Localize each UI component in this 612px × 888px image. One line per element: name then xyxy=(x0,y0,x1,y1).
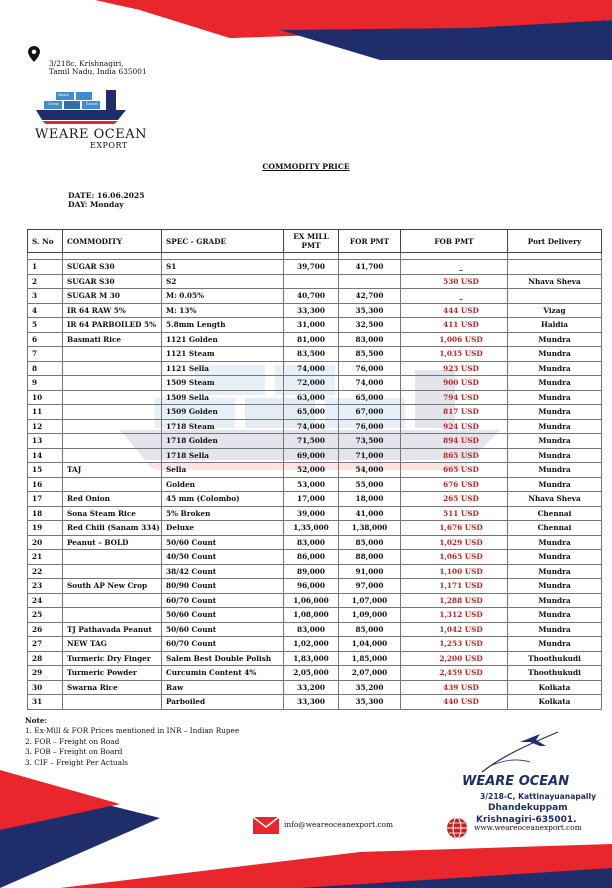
cell-sno: 22 xyxy=(28,564,63,579)
cell-spec: 50/60 Count xyxy=(162,608,284,623)
cell-commodity: Red Onion xyxy=(63,492,162,507)
cell-ex-mill: 83,000 xyxy=(284,535,339,550)
table-row xyxy=(28,376,602,391)
table-row xyxy=(28,303,602,318)
note-item: 3. CIF – Freight Per Actuals xyxy=(25,757,129,767)
cell-commodity: Turmeric Powder xyxy=(63,666,162,681)
cell-commodity: IR 64 RAW 5% xyxy=(63,303,162,318)
cell-for: 35,300 xyxy=(339,303,401,318)
footer-website[interactable]: www.weareoceanexport.com xyxy=(474,823,582,832)
cell-ex-mill: 33,300 xyxy=(284,695,339,710)
cell-ex-mill: 69,000 xyxy=(284,448,339,463)
table-row xyxy=(28,506,602,521)
cell-commodity: Swarna Rice xyxy=(63,680,162,695)
cell-ex-mill: 74,000 xyxy=(284,361,339,376)
cell-ex-mill: 33,300 xyxy=(284,303,339,318)
cell-fob: 923 USD xyxy=(401,361,508,376)
cell-fob: 411 USD xyxy=(401,318,508,333)
cell-port: Mundra xyxy=(508,550,602,565)
column-header: FOB PMT xyxy=(401,230,508,253)
cell-commodity xyxy=(63,434,162,449)
stamp-line-1: 3/218-C, Kattinayuanapally xyxy=(480,792,597,801)
table-row xyxy=(28,535,602,550)
table-row xyxy=(28,550,602,565)
cell-sno: 15 xyxy=(28,463,63,478)
phone-mobile: Phone: +91 72001 80398 xyxy=(517,69,587,88)
cell-port: Nhava Sheva xyxy=(508,492,602,507)
cell-spec: S1 xyxy=(162,260,284,275)
cell-sno: 6 xyxy=(28,332,63,347)
cell-commodity: SUGAR S30 xyxy=(63,260,162,275)
cell-fob: 894 USD xyxy=(401,434,508,449)
cell-port: Mundra xyxy=(508,608,602,623)
globe-icon xyxy=(446,817,468,839)
cell-spec: 1718 Steam xyxy=(162,419,284,434)
cell-port: Thoothukudi xyxy=(508,651,602,666)
cell-commodity xyxy=(63,448,162,463)
cell-fob: _ xyxy=(401,260,508,275)
cell-spec: Deluxe xyxy=(162,521,284,536)
cell-sno: 21 xyxy=(28,550,63,565)
page-title: COMMODITY PRICE xyxy=(262,162,350,171)
cell-for: 76,000 xyxy=(339,419,401,434)
table-row xyxy=(28,361,602,376)
cell-sno: 5 xyxy=(28,318,63,333)
cell-sno: 7 xyxy=(28,347,63,362)
cell-sno: 24 xyxy=(28,593,63,608)
cell-port: Mundra xyxy=(508,332,602,347)
table-row xyxy=(28,390,602,405)
cell-commodity xyxy=(63,361,162,376)
cell-commodity xyxy=(63,608,162,623)
cell-sno: 29 xyxy=(28,666,63,681)
table-row xyxy=(28,680,602,695)
cell-for: 1,07,000 xyxy=(339,593,401,608)
cell-sno: 28 xyxy=(28,651,63,666)
stamp-line-2: Dhandekuppam xyxy=(488,803,568,813)
table-row xyxy=(28,289,602,304)
cell-ex-mill: 86,000 xyxy=(284,550,339,565)
cell-fob: 794 USD xyxy=(401,390,508,405)
cell-ex-mill: 1,83,000 xyxy=(284,651,339,666)
cell-spec: M: 13% xyxy=(162,303,284,318)
cell-spec: 1121 Sella xyxy=(162,361,284,376)
cell-spec: S2 xyxy=(162,274,284,289)
cell-port: Chennai xyxy=(508,521,602,536)
notes-heading: Note: xyxy=(25,716,48,725)
logo-container-1: Weare xyxy=(58,93,70,97)
cell-fob: 440 USD xyxy=(401,695,508,710)
cell-fob: 865 USD xyxy=(401,448,508,463)
cell-spec: 1509 Golden xyxy=(162,405,284,420)
cell-commodity xyxy=(63,593,162,608)
cell-for: 41,700 xyxy=(339,260,401,275)
cell-sno: 9 xyxy=(28,376,63,391)
cell-port: Mundra xyxy=(508,347,602,362)
cell-for: 1,38,000 xyxy=(339,521,401,536)
cell-commodity xyxy=(63,405,162,420)
cell-for: 97,000 xyxy=(339,579,401,594)
cell-for: 32,500 xyxy=(339,318,401,333)
cell-commodity: SUGAR M 30 xyxy=(63,289,162,304)
brand-sub: EXPORT xyxy=(90,141,128,150)
cell-spec: 5% Broken xyxy=(162,506,284,521)
cell-ex-mill: 83,000 xyxy=(284,622,339,637)
table-row xyxy=(28,666,602,681)
cell-sno: 13 xyxy=(28,434,63,449)
cell-for: 65,000 xyxy=(339,390,401,405)
logo-container-3: Export xyxy=(86,102,98,106)
table-row xyxy=(28,608,602,623)
column-header: Port Delivery xyxy=(508,230,602,253)
cell-port xyxy=(508,289,602,304)
table-row xyxy=(28,260,602,275)
cell-port: Mundra xyxy=(508,535,602,550)
cell-ex-mill: 39,700 xyxy=(284,260,339,275)
cell-spec: 1121 Golden xyxy=(162,332,284,347)
cell-fob: 1,100 USD xyxy=(401,564,508,579)
cell-for: 18,000 xyxy=(339,492,401,507)
table-row xyxy=(28,695,602,710)
table-row xyxy=(28,593,602,608)
cell-fob: 1,029 USD xyxy=(401,535,508,550)
table-row xyxy=(28,419,602,434)
cell-for: 55,000 xyxy=(339,477,401,492)
cell-sno: 18 xyxy=(28,506,63,521)
table-row xyxy=(28,637,602,652)
cell-spec: Salem Best Double Polish xyxy=(162,651,284,666)
cell-sno: 17 xyxy=(28,492,63,507)
cell-fob: 439 USD xyxy=(401,680,508,695)
cell-sno: 23 xyxy=(28,579,63,594)
cell-fob: 665 USD xyxy=(401,463,508,478)
ship-logo xyxy=(34,86,128,126)
cell-ex-mill: 83,500 xyxy=(284,347,339,362)
cell-port: Mundra xyxy=(508,376,602,391)
cell-for: 35,200 xyxy=(339,680,401,695)
cell-sno: 1 xyxy=(28,260,63,275)
cell-for: 1,85,000 xyxy=(339,651,401,666)
cell-fob: 265 USD xyxy=(401,492,508,507)
cell-port: Mundra xyxy=(508,579,602,594)
cell-sno: 27 xyxy=(28,637,63,652)
cell-sno: 16 xyxy=(28,477,63,492)
cell-port: Kolkata xyxy=(508,695,602,710)
table-row xyxy=(28,434,602,449)
cell-sno: 25 xyxy=(28,608,63,623)
cell-ex-mill: 1,02,000 xyxy=(284,637,339,652)
cell-spec: 5.8mm Length xyxy=(162,318,284,333)
cell-spec: 45 mm (Colombo) xyxy=(162,492,284,507)
cell-for: 88,000 xyxy=(339,550,401,565)
cell-commodity: Basmati Rice xyxy=(63,332,162,347)
cell-commodity: South AP New Crop xyxy=(63,579,162,594)
table-row xyxy=(28,492,602,507)
cell-fob: 1,171 USD xyxy=(401,579,508,594)
cell-sno: 12 xyxy=(28,419,63,434)
table-header-row xyxy=(28,230,602,253)
table-row xyxy=(28,579,602,594)
cell-ex-mill: 65,000 xyxy=(284,405,339,420)
table-row xyxy=(28,651,602,666)
cell-fob: 1,676 USD xyxy=(401,521,508,536)
cell-spec: 1121 Steam xyxy=(162,347,284,362)
email-icon xyxy=(253,817,279,834)
cell-port: Mundra xyxy=(508,463,602,478)
cell-sno: 4 xyxy=(28,303,63,318)
cell-commodity: Sona Steam Rice xyxy=(63,506,162,521)
logo-container-2: Ocean xyxy=(48,102,60,106)
note-item: 2. FOR – Freight on Road xyxy=(25,736,120,746)
cell-spec: 38/42 Count xyxy=(162,564,284,579)
cell-ex-mill: 1,35,000 xyxy=(284,521,339,536)
cell-ex-mill: 40,700 xyxy=(284,289,339,304)
cell-for: 54,000 xyxy=(339,463,401,478)
cell-commodity xyxy=(63,695,162,710)
cell-port: Mundra xyxy=(508,622,602,637)
cell-spec: Raw xyxy=(162,680,284,695)
cell-port: Mundra xyxy=(508,434,602,449)
cell-spec: M: 0.05% xyxy=(162,289,284,304)
cell-ex-mill: 39,000 xyxy=(284,506,339,521)
note-item: 1. Ex-Mill & FOR Prices mentioned in INR – Indian Rupee xyxy=(25,726,240,736)
cell-fob: 924 USD xyxy=(401,419,508,434)
column-header: COMMODITY xyxy=(63,230,162,253)
cell-spec: Golden xyxy=(162,477,284,492)
cell-sno: 20 xyxy=(28,535,63,550)
cell-fob: 1,312 USD xyxy=(401,608,508,623)
column-header: EX MILL PMT xyxy=(284,230,339,253)
table-row xyxy=(28,448,602,463)
note-item: 3. FOB – Freight on Board xyxy=(25,747,123,757)
cell-commodity: Turmeric Dry Finger xyxy=(63,651,162,666)
cell-fob: 1,288 USD xyxy=(401,593,508,608)
cell-sno: 19 xyxy=(28,521,63,536)
commodity-price-table xyxy=(27,229,602,710)
cell-commodity: IR 64 PARBOILED 5% xyxy=(63,318,162,333)
cell-commodity: SUGAR S30 xyxy=(63,274,162,289)
cell-fob: 511 USD xyxy=(401,506,508,521)
cell-port: Mundra xyxy=(508,477,602,492)
cell-port: Mundra xyxy=(508,405,602,420)
cell-for: 42,700 xyxy=(339,289,401,304)
stamp-line-3: Krishnagiri-635001. xyxy=(476,815,577,825)
cell-fob: _ xyxy=(401,289,508,304)
cell-commodity xyxy=(63,376,162,391)
cell-ex-mill: 33,200 xyxy=(284,680,339,695)
table-row xyxy=(28,347,602,362)
cell-port: Mundra xyxy=(508,419,602,434)
cell-ex-mill: 2,05,000 xyxy=(284,666,339,681)
cell-port: Chennai xyxy=(508,506,602,521)
cell-spec: 1718 Sella xyxy=(162,448,284,463)
cell-spec: 50/60 Count xyxy=(162,535,284,550)
cell-spec: 50/60 Count xyxy=(162,622,284,637)
cell-commodity xyxy=(63,564,162,579)
cell-spec: Sella xyxy=(162,463,284,478)
cell-ex-mill xyxy=(284,274,339,289)
cell-spec: 60/70 Count xyxy=(162,637,284,652)
cell-fob: 444 USD xyxy=(401,303,508,318)
phone-tele: Tele: 04343 292599 xyxy=(517,60,592,69)
cell-commodity xyxy=(63,347,162,362)
location-pin-icon xyxy=(28,46,40,62)
cell-port xyxy=(508,260,602,275)
table-row xyxy=(28,477,602,492)
cell-for: 35,300 xyxy=(339,695,401,710)
cell-for: 83,000 xyxy=(339,332,401,347)
cell-commodity: TAJ xyxy=(63,463,162,478)
cell-for: 76,000 xyxy=(339,361,401,376)
cell-port: Thoothukudi xyxy=(508,666,602,681)
cell-for: 74,000 xyxy=(339,376,401,391)
cell-fob: 1,006 USD xyxy=(401,332,508,347)
cell-sno: 14 xyxy=(28,448,63,463)
cell-sno: 30 xyxy=(28,680,63,695)
cell-ex-mill: 63,000 xyxy=(284,390,339,405)
table-row xyxy=(28,274,602,289)
address-line-2: Tamil Nadu, India 635001 xyxy=(49,67,147,76)
cell-for: 41,000 xyxy=(339,506,401,521)
table-row xyxy=(28,318,602,333)
table-row xyxy=(28,521,602,536)
cell-fob: 2,200 USD xyxy=(401,651,508,666)
cell-ex-mill: 1,08,000 xyxy=(284,608,339,623)
cell-for: 85,000 xyxy=(339,622,401,637)
cell-ex-mill: 71,500 xyxy=(284,434,339,449)
cell-fob: 1,253 USD xyxy=(401,637,508,652)
cell-sno: 3 xyxy=(28,289,63,304)
cell-sno: 2 xyxy=(28,274,63,289)
cell-commodity: Red Chili (Sanam 334) xyxy=(63,521,162,536)
table-row xyxy=(28,405,602,420)
cell-port: Mundra xyxy=(508,448,602,463)
cell-port: Mundra xyxy=(508,637,602,652)
cell-fob: 1,065 USD xyxy=(401,550,508,565)
cell-for: 71,000 xyxy=(339,448,401,463)
cell-commodity: NEW TAG xyxy=(63,637,162,652)
cell-for: 1,09,000 xyxy=(339,608,401,623)
cell-ex-mill: 31,000 xyxy=(284,318,339,333)
cell-spec: Curcumin Content 4% xyxy=(162,666,284,681)
cell-for: 85,000 xyxy=(339,535,401,550)
cell-fob: 2,459 USD xyxy=(401,666,508,681)
cell-sno: 11 xyxy=(28,405,63,420)
stamp-name: WEARE OCEAN xyxy=(462,774,570,789)
cell-fob: 1,035 USD xyxy=(401,347,508,362)
cell-spec: 80/90 Count xyxy=(162,579,284,594)
cell-port: Kolkata xyxy=(508,680,602,695)
cell-fob: 900 USD xyxy=(401,376,508,391)
date-line: DATE: 16.06.2025 xyxy=(68,191,145,200)
cell-fob: 1,042 USD xyxy=(401,622,508,637)
cell-port: Mundra xyxy=(508,564,602,579)
cell-for: 2,07,000 xyxy=(339,666,401,681)
cell-ex-mill: 53,000 xyxy=(284,477,339,492)
header-banner xyxy=(0,0,612,60)
cell-for: 67,000 xyxy=(339,405,401,420)
cell-spec: 40/50 Count xyxy=(162,550,284,565)
brand-name: WEARE OCEAN xyxy=(35,127,148,142)
cell-ex-mill: 1,06,000 xyxy=(284,593,339,608)
column-header: SPEC - GRADE xyxy=(162,230,284,253)
cell-commodity xyxy=(63,477,162,492)
cell-spec: 1718 Golden xyxy=(162,434,284,449)
airplane-signature-icon xyxy=(480,728,560,776)
cell-sno: 26 xyxy=(28,622,63,637)
cell-for: 1,04,000 xyxy=(339,637,401,652)
cell-spec: 1509 Steam xyxy=(162,376,284,391)
table-row xyxy=(28,622,602,637)
cell-commodity xyxy=(63,550,162,565)
cell-fob: 676 USD xyxy=(401,477,508,492)
cell-spec: 60/70 Count xyxy=(162,593,284,608)
cell-ex-mill: 52,000 xyxy=(284,463,339,478)
column-header: FOR PMT xyxy=(339,230,401,253)
cell-for: 91,000 xyxy=(339,564,401,579)
column-header: S. No xyxy=(28,230,63,253)
cell-for: 73,500 xyxy=(339,434,401,449)
cell-port: Haldia xyxy=(508,318,602,333)
table-row xyxy=(28,564,602,579)
cell-commodity xyxy=(63,390,162,405)
cell-sno: 10 xyxy=(28,390,63,405)
cell-for: 85,500 xyxy=(339,347,401,362)
cell-fob: 530 USD xyxy=(401,274,508,289)
table-row xyxy=(28,332,602,347)
cell-commodity: Peanut – BOLD xyxy=(63,535,162,550)
cell-ex-mill: 96,000 xyxy=(284,579,339,594)
cell-port: Mundra xyxy=(508,390,602,405)
cell-ex-mill: 72,000 xyxy=(284,376,339,391)
address-line-1: 3/218c, Krishnagiri, xyxy=(49,59,124,68)
table-row xyxy=(28,463,602,478)
cell-sno: 8 xyxy=(28,361,63,376)
cell-spec: 1509 Sella xyxy=(162,390,284,405)
footer-email[interactable]: info@weareoceanexport.com xyxy=(284,820,394,829)
cell-port: Mundra xyxy=(508,361,602,376)
cell-commodity xyxy=(63,419,162,434)
cell-spec: Parboiled xyxy=(162,695,284,710)
cell-port: Nhava Sheva xyxy=(508,274,602,289)
day-line: DAY: Monday xyxy=(68,200,124,209)
cell-ex-mill: 89,000 xyxy=(284,564,339,579)
cell-port: Mundra xyxy=(508,593,602,608)
cell-fob: 817 USD xyxy=(401,405,508,420)
cell-port: Vizag xyxy=(508,303,602,318)
cell-ex-mill: 74,000 xyxy=(284,419,339,434)
cell-commodity: TJ Pathavada Peanut xyxy=(63,622,162,637)
cell-sno: 31 xyxy=(28,695,63,710)
cell-for xyxy=(339,274,401,289)
cell-ex-mill: 17,000 xyxy=(284,492,339,507)
cell-ex-mill: 81,000 xyxy=(284,332,339,347)
